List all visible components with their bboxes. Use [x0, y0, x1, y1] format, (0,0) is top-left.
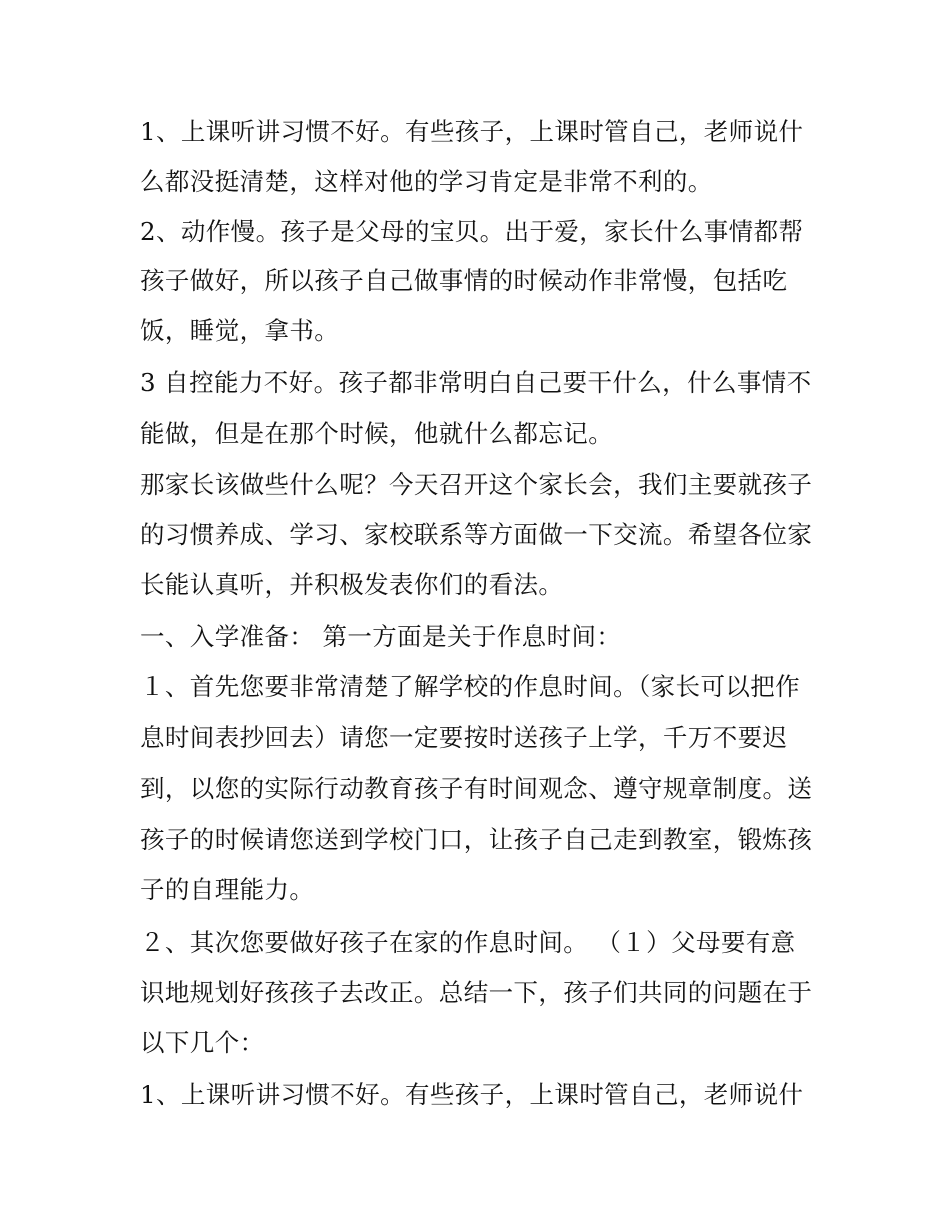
- text-line: 识地规划好孩孩子去改正。总结一下，孩子们共同的问题在于: [140, 978, 813, 1007]
- text-line: 一、入学准备： 第一方面是关于作息时间：: [140, 622, 622, 651]
- text-line: 1、上课听讲习惯不好。有些孩子，上课时管自己，老师说什: [140, 117, 804, 146]
- text-line: 2、动作慢。孩子是父母的宝贝。出于爱，家长什么事情都帮: [140, 217, 804, 246]
- text-line: 饭，睡觉，拿书。: [140, 316, 340, 345]
- text-line: １、首先您要非常清楚了解学校的作息时间。（家长可以把作: [140, 672, 801, 701]
- text-line: 到，以您的实际行动教育孩子有时间观念、遵守规章制度。送: [140, 774, 813, 803]
- text-line: 孩子做好，所以孩子自己做事情的时候动作非常慢，包括吃: [140, 266, 788, 295]
- text-line: 长能认真听，并积极发表你们的看法。: [140, 570, 564, 599]
- text-line: 么都没挺清楚，这样对他的学习肯定是非常不利的。: [140, 167, 713, 196]
- text-line: 以下几个：: [140, 1028, 265, 1057]
- text-line: 子的自理能力。: [140, 875, 315, 904]
- text-line: 1、上课听讲习惯不好。有些孩子，上课时管自己，老师说什: [140, 1080, 804, 1109]
- text-line: 那家长该做些什么呢？今天召开这个家长会，我们主要就孩子: [140, 470, 813, 499]
- text-line: 能做，但是在那个时候，他就什么都忘记。: [140, 419, 614, 448]
- text-line: 3 自控能力不好。孩子都非常明白自己要干什么，什么事情不: [140, 368, 812, 397]
- text-line: 孩子的时候请您送到学校门口，让孩子自己走到教室，锻炼孩: [140, 825, 813, 854]
- text-line: ２、其次您要做好孩子在家的作息时间。 （１）父母要有意: [140, 928, 796, 957]
- text-line: 息时间表抄回去）请您一定要按时送孩子上学，千万不要迟: [140, 723, 788, 752]
- text-line: 的习惯养成、学习、家校联系等方面做一下交流。希望各位家: [140, 520, 813, 549]
